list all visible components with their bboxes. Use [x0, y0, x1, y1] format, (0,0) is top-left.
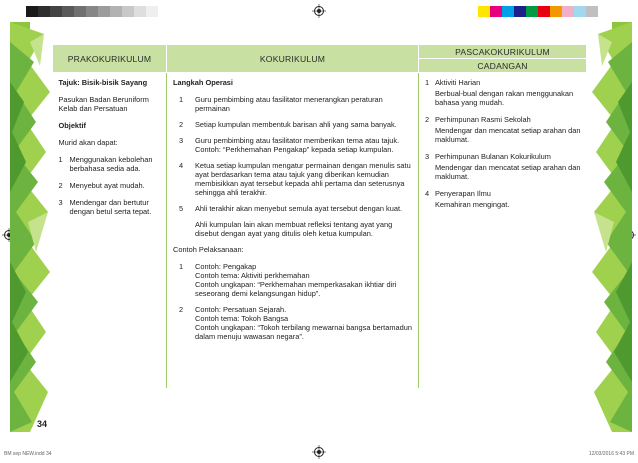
- page-number: 34: [37, 419, 48, 429]
- list-item-desc: Mendengar dan mencatat setiap arahan dan maklumat.: [435, 163, 581, 181]
- header-cadangan: CADANGAN: [419, 59, 587, 73]
- list-item-desc: Berbual-bual dengan rakan menggunakan bahasa yang mudah.: [435, 89, 574, 107]
- pasca-cell: [419, 73, 587, 389]
- header-prakokurikulum: PRAKOKURIKULUM: [53, 45, 167, 73]
- list-item: 2 Menyebut ayat mudah.: [58, 181, 145, 190]
- registration-mark-icon: [312, 4, 326, 18]
- print-gray-bar: [26, 6, 158, 17]
- prako-murid: Murid akan dapat:: [58, 138, 118, 147]
- footer-filename: BM sep NEW.indd 34: [4, 451, 52, 457]
- list-item: 1 Guru pembimbing atau fasilitator menerangkan peraturan permainan: [179, 95, 383, 113]
- right-decorative-band: [590, 22, 632, 432]
- list-item: 5 Ahli terakhir akan menyebut semula ayat tersebut dengan kuat.: [179, 204, 403, 213]
- list-item: 3 Guru pembimbing atau fasilitator memberikan tema atau tajuk. Contoh: “Perkhemahan Pengakap” kepada setiap kumpulan.: [179, 136, 400, 154]
- list-item: 2 Perhimpunan Rasmi Sekolah: [425, 115, 531, 124]
- list-item: 2 Contoh: Persatuan Sejarah. Contoh tema: Tokoh Bangsa Contoh ungkapan: “Tokoh terbilang mewarnai bangsa bertamadun dalam menuju wawasan negara”.: [179, 305, 412, 341]
- list-item: 3 Mendengar dan bertutur dengan betul serta tepat.: [58, 198, 152, 216]
- footer-timestamp: 12/03/2016 5:43 PM: [588, 451, 634, 457]
- print-color-bar: [478, 6, 598, 17]
- koku-cell: [167, 73, 419, 389]
- list-item: 1 Aktiviti Harian: [425, 78, 481, 87]
- left-decorative-band: [10, 22, 52, 432]
- list-item: 4 Ketua setiap kumpulan mengatur permainan dengan menulis satu ayat berdasarkan tema atau tajuk yang diberikan kemudian membisikkan ayat tersebut kepada ahli pertama dan seterusnya sehingga ahli terakhir.: [179, 161, 411, 197]
- header-kokurikulum: KOKURIKULUM: [167, 45, 419, 73]
- header-pascakokurikulum: PASCAKOKURIKULUM: [419, 45, 587, 59]
- activity-table: [52, 44, 587, 388]
- koku-contoh-title: Contoh Pelaksanaan:: [173, 245, 244, 254]
- list-item-desc: Mendengar dan mencatat setiap arahan dan maklumat.: [435, 126, 581, 144]
- registration-mark-icon: [312, 445, 326, 459]
- koku-title: Langkah Operasi: [173, 78, 233, 87]
- list-item: 1 Contoh: Pengakap Contoh tema: Aktiviti perkhemahan Contoh ungkapan: “Perkhemahan memperkasakan ikhtiar diri seseorang demi kelangsungan hidup”.: [179, 262, 397, 298]
- list-item: 4 Penyerapan Ilmu: [425, 189, 491, 198]
- list-item: 1 Menggunakan kebolehan berbahasa sedia ada.: [58, 155, 153, 173]
- list-item: 3 Perhimpunan Bulanan Kokurikulum: [425, 152, 551, 161]
- prako-unit: Pasukan Badan Beruniform Kelab dan Persatuan: [58, 95, 149, 113]
- list-item: 2 Setiap kumpulan membentuk barisan ahli yang sama banyak.: [179, 120, 397, 129]
- prako-tajuk: Tajuk: Bisik-bisik Sayang: [58, 78, 148, 87]
- prako-cell: [53, 73, 167, 389]
- prako-objektif-title: Objektif: [58, 121, 87, 130]
- koku-step5-extra: Ahli kumpulan lain akan membuat refleksi tentang ayat yang disebut dengan ayat yang ditulis oleh ketua kumpulan.: [195, 220, 393, 238]
- list-item-desc: Kemahiran mengingat.: [435, 200, 510, 209]
